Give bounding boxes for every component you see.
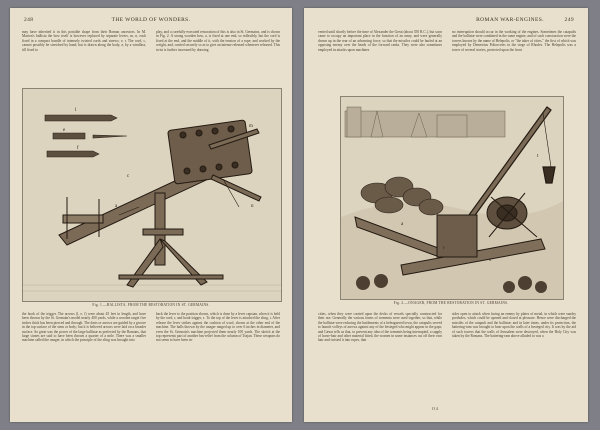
left-figure-caption: Fig. 1.—BALLISTA, FROM THE RESTORATION IN ST. GERMAINS.	[92, 303, 210, 307]
part-label-n: n	[251, 204, 254, 209]
left-page	[10, 8, 292, 422]
right-page	[304, 8, 588, 422]
folio-signature: O 4	[432, 406, 438, 411]
left-page-header	[20, 17, 282, 27]
part-label-c: c	[127, 174, 130, 179]
onager-engraving	[341, 97, 563, 299]
part-label-f: f	[77, 146, 79, 151]
right-bottom-column-2: sides open to attack when facing an enemy by plates of metal, in which were sundry portholes, which could be opened and closed at pleasure. Hence were discharged the missiles of the catapult and the ballistæ; and in later times, under its protection, the battering-ram was brought to bear upon the walls of a besieged city. It was by the aid of such towers that the walls of Jerusalem were destroyed, when the Holy City was taken by the Romans. The battering-ram above alluded to was a	[452, 312, 576, 339]
right-page-number: 249	[564, 17, 574, 23]
right-running-head: ROMAN WAR-ENGINES.	[476, 17, 544, 23]
left-running-head: THE WORLD OF WONDERS.	[111, 17, 191, 23]
ballista-figure	[22, 88, 282, 302]
part-label-a: a	[115, 204, 118, 209]
part-label-e: e	[63, 128, 66, 133]
right-top-column-2: no interruption should occur in the working of the engines. Sometimes the catapults and the ballistæ were combined in the same engine, and of such construction were the towers known by the name of Helepolis, or "the taker of cities," the first of which was employed by Demetrius Poliorcetes in the siege of Rhodes. The Helepolis was a tower of several stories, protected upon the front	[452, 30, 576, 52]
onager-figure	[340, 96, 564, 300]
part-label-l: l	[75, 108, 77, 113]
left-bottom-column-1: the hook of the trigger. The arrows (l, e, f) were about 45 feet in length, and have been thrown by the St. Germain's model nearly 400 yards, while a wooden target five inches thick has been pierced and through. The darts or arrows are guided by a groove in the top surface of the stem or body; but it is believed arrows were laid on a broader surface. So great was the power of the large ballistæ as prefected by the Romans, that large stones are said to have been thrown a quarter of a mile. There was a smaller machine called the onager, in which the principle of the sling was brought into	[22, 312, 146, 343]
part-label-t: t	[537, 154, 539, 159]
ballista-engraving	[23, 89, 281, 301]
right-figure-caption: Fig. 2.—ONAGER, FROM THE RESTORATION IN ST. GERMAINS.	[393, 301, 509, 305]
part-label-a: a	[401, 222, 404, 227]
right-page-header	[314, 17, 578, 27]
left-page-number: 248	[24, 17, 34, 23]
right-bottom-column-1: cities, when they were carried upon the decks of vessels specially constructed for their use. Generally the various forms of tormenta were used together, so that, while the ballistæ were reducing the battlements of a beleaguered town, the catapults served to launch volleys of arrows against any of the besieged who might appear in the gaps; and Cæsar tells us that, to prevent any idea of the torments being interrupted, a supply of horse-hair and other material fitted, the women in some instances cut off their own hair and twisted it into ropes, that	[318, 312, 442, 343]
part-label-s: s	[489, 258, 491, 263]
part-label-r: r	[443, 246, 445, 251]
part-label-m: m	[249, 124, 253, 129]
left-top-column-1: may have inherited it in this portable shape from their Roman ancestors. In M. Marion's ballista the bow itself is however replaced by separate levers, m, n, each fixed in a compact bundle of intensely twisted cords and sinews; v, r. The cord, c, cannot possibly be stretched by hand, but is drawn along the body, a, by a windlass, till fixed to	[22, 30, 146, 52]
left-top-column-2: play, and a carefully-executed restoration of this is also in St. Germains, and is shown in Fig. 2. A strong wooden bow, a, is fixed at one end, so inflexibly, but the cord is fixed at the end, and the middle of it, with the tension of a rope; and worked by the weight, and, carried securely so as to give an intense released whenever released. This twist is further increased by drawing	[156, 30, 280, 52]
left-bottom-column-2: back the lever to the position shown, which is done by a lever capstan, when it is held by the cord, r, and hook-trigger, s. To the top of the lever is attached the sling, t. After release the lever strikes against the cushion of wool, shown at the other end of the machine. The balls thrown by the onager ranged up to over 6 inches in diameter, and even the St. Germain's machine projected them nearly 100 yards. The sketch at the top represents part of another bas-relief from the column of Trajan. These weapons do not seem to have been in-	[156, 312, 280, 343]
right-top-column-1: vented until shortly before the time of Alexander the Great (about 350 B.C.), but soon came to occupy an important place in the function of an army, and were generally drawn up in the rear of an advancing force, so that the missiles could be hurled at an opposing enemy over the heads of the forward ranks. They were also sometimes employed in attacks upon machines	[318, 30, 442, 52]
